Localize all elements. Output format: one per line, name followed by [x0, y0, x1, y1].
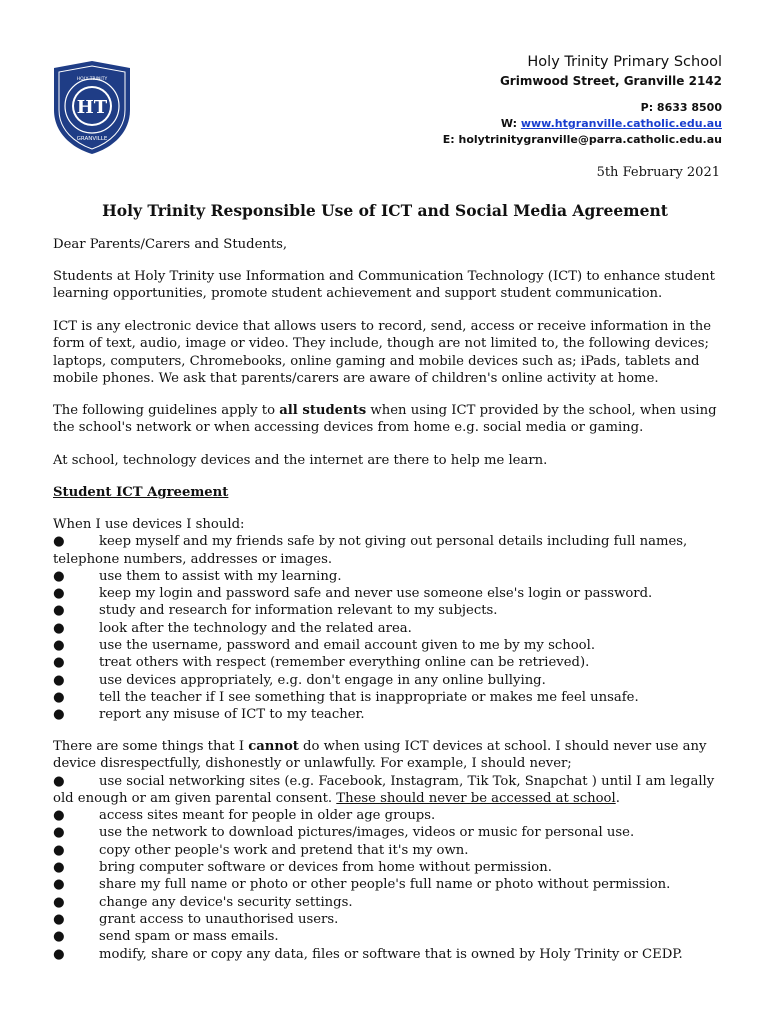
bullet-icon: ● [53, 586, 65, 602]
list-item [53, 894, 733, 911]
bullet-icon: ● [53, 825, 65, 841]
crest-ring-text: GRANVILLE [76, 136, 108, 142]
list-item [53, 946, 733, 963]
list-item [53, 928, 733, 945]
bullet-icon: ● [53, 707, 65, 723]
list-item [53, 568, 733, 585]
salutation: Dear Parents/Carers and Students, [53, 237, 288, 252]
website-link[interactable]: www.htgranville.catholic.edu.au [520, 117, 722, 130]
list-item [53, 602, 733, 619]
list-item-text: report any misuse of ICT to my teacher. [99, 707, 365, 723]
school-crest-logo [50, 58, 134, 156]
list-item-text: use the username, password and email account given to me by my school. [99, 638, 596, 654]
list-item [53, 842, 733, 859]
bullet-icon: ● [53, 773, 65, 789]
list-item [53, 585, 733, 602]
bullet-icon: ● [53, 620, 65, 636]
bullet-icon: ● [53, 929, 65, 945]
list-item-text: grant access to unauthorised users. [99, 911, 339, 927]
cannot-list [53, 738, 733, 963]
bullet-icon: ● [53, 603, 65, 619]
list-item-text: keep myself and my friends safe by not giving out personal details including full names, telephone numbers, addresses or images. [53, 534, 688, 567]
bullet-icon: ● [53, 808, 65, 824]
guidelines-paragraph: The following guidelines apply to all students when using ICT provided by the school, when using the school's network or when accessing devices from home e.g. social media or gaming. [53, 403, 717, 436]
bullet-icon: ● [53, 842, 65, 858]
list-item [53, 533, 733, 568]
list-item-text: share my full name or photo or other people's full name or photo without permission. [99, 877, 671, 893]
cannot-intro: There are some things that I cannot do when using ICT devices at school. I should never use any device disrespectfully, dishonestly or unlawfully. For example, I should never; [53, 739, 707, 772]
list-item [53, 672, 733, 689]
bullet-icon: ● [53, 534, 65, 550]
school-address: Grimwood Street, Granville 2142 [499, 74, 722, 88]
website-prefix: W: [500, 117, 521, 130]
list-item-text: keep my login and password safe and never use someone else's login or password. [99, 586, 653, 602]
letter-date: 5th February 2021 [596, 165, 720, 180]
bullet-icon: ● [53, 638, 65, 654]
bullet-icon: ● [53, 672, 65, 688]
list-item [53, 620, 733, 637]
list-item-text: tell the teacher if I see something that is inappropriate or makes me feel unsafe. [99, 689, 639, 705]
school-website [501, 117, 722, 130]
list-item [53, 911, 733, 928]
bullet-icon: ● [53, 689, 65, 705]
should-intro: When I use devices I should: [53, 517, 245, 532]
school-name: Holy Trinity Primary School [527, 54, 722, 70]
school-phone: P: 8633 8500 [640, 101, 722, 114]
list-item [53, 876, 733, 893]
list-item [53, 706, 733, 723]
list-item-text: use devices appropriately, e.g. don't engage in any online bullying. [99, 672, 546, 688]
crest-initials: HT [76, 97, 108, 118]
school-email: E: holytrinitygranville@parra.catholic.edu.au [442, 133, 722, 146]
bullet-icon: ● [53, 568, 65, 584]
list-item [53, 807, 733, 824]
purpose-paragraph: At school, technology devices and the internet are there to help me learn. [53, 453, 548, 468]
crest-motto: HOLY TRINITY [76, 77, 108, 82]
list-item [53, 859, 733, 876]
list-item [53, 689, 733, 706]
never-at-school-underline: These should never be accessed at school [336, 790, 616, 806]
list-item-text: look after the technology and the related area. [99, 620, 412, 636]
intro-paragraph: Students at Holy Trinity use Information and Communication Technology (ICT) to enhance student learning opportunities, promote student achievement and support student communication. [53, 269, 715, 302]
list-item-text: change any device's security settings. [99, 894, 353, 910]
document-title: Holy Trinity Responsible Use of ICT and Social Media Agreement [102, 201, 668, 220]
bullet-icon: ● [53, 911, 65, 927]
bullet-icon: ● [53, 946, 65, 962]
bullet-icon: ● [53, 655, 65, 671]
ict-definition-paragraph: ICT is any electronic device that allows users to record, send, access or receive information in the form of text, audio, image or video. They include, though are not limited to, the following devices; laptops, computers, Chromebooks, online gaming and mobile devices such as; iPads, tablets and mobile phones. We ask that parents/carers are aware of children's online activity at home. [53, 319, 712, 386]
list-item-text: copy other people's work and pretend that it's my own. [99, 842, 469, 858]
all-students-emphasis: all students [279, 403, 367, 418]
list-item-text: study and research for information relevant to my subjects. [99, 603, 498, 619]
list-item: ● use social networking sites (e.g. Facebook, Instagram, Tik Tok, Snapchat ) until I am legally old enough or am given parental consent. These should never be accessed at school. [53, 773, 715, 806]
list-item [53, 824, 733, 841]
list-item-text: use them to assist with my learning. [99, 568, 342, 584]
list-item-text: use the network to download pictures/images, videos or music for personal use. [99, 825, 635, 841]
list-item [53, 637, 733, 654]
list-item-text: send spam or mass emails. [99, 929, 279, 945]
list-item [53, 654, 733, 671]
bullet-icon: ● [53, 877, 65, 893]
section-heading: Student ICT Agreement [53, 485, 229, 500]
should-list [53, 516, 733, 724]
list-item-text: access sites meant for people in older age groups. [99, 808, 436, 824]
bullet-icon: ● [53, 894, 65, 910]
list-item-text: bring computer software or devices from home without permission. [99, 860, 552, 876]
list-item-text: modify, share or copy any data, files or software that is owned by Holy Trinity or CEDP. [99, 946, 683, 962]
list-item-text: treat others with respect (remember everything online can be retrieved). [99, 655, 590, 671]
cannot-emphasis: cannot [248, 739, 299, 754]
bullet-icon: ● [53, 860, 65, 876]
